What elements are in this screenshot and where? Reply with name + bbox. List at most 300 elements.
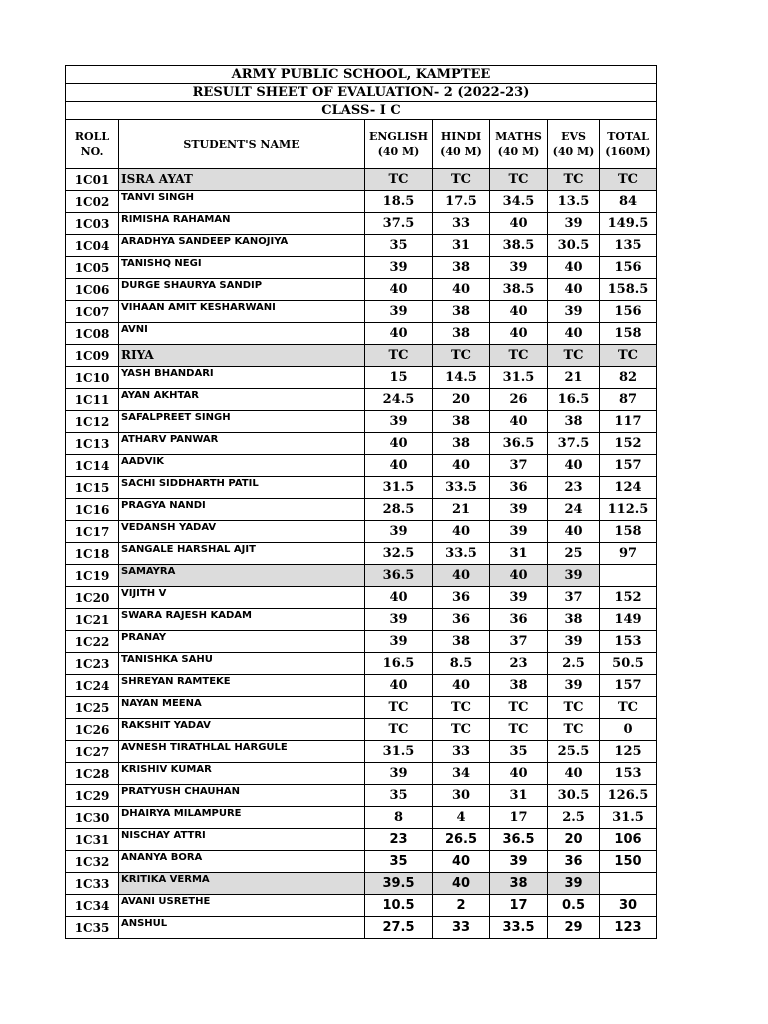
english-mark: 40 <box>365 279 433 301</box>
total-mark: 149 <box>600 609 657 631</box>
english-mark: 39 <box>365 521 433 543</box>
roll-number: 1C02 <box>66 191 119 213</box>
student-name: ARADHYA SANDEEP KANOJIYA <box>119 235 365 257</box>
student-name: TANVI SINGH <box>119 191 365 213</box>
evs-mark: 25.5 <box>548 741 600 763</box>
maths-mark: 38.5 <box>490 235 548 257</box>
english-mark: 40 <box>365 675 433 697</box>
student-name: NISCHAY ATTRI <box>119 829 365 851</box>
total-mark <box>600 873 657 895</box>
student-name: RIMISHA RAHAMAN <box>119 213 365 235</box>
total-mark: 124 <box>600 477 657 499</box>
evs-mark: TC <box>548 169 600 191</box>
roll-number: 1C07 <box>66 301 119 323</box>
roll-number: 1C12 <box>66 411 119 433</box>
roll-number: 1C16 <box>66 499 119 521</box>
total-mark: 149.5 <box>600 213 657 235</box>
hindi-mark: 40 <box>433 279 490 301</box>
student-name: KRISHIV KUMAR <box>119 763 365 785</box>
english-mark: 39 <box>365 609 433 631</box>
total-mark: 152 <box>600 587 657 609</box>
table-row <box>66 763 657 785</box>
hindi-header <box>433 120 490 169</box>
hindi-mark: 33 <box>433 213 490 235</box>
english-mark: 32.5 <box>365 543 433 565</box>
roll-number: 1C21 <box>66 609 119 631</box>
sheet-title: RESULT SHEET OF EVALUATION- 2 (2022-23) <box>66 84 657 102</box>
student-name-header: STUDENT'S NAME <box>119 120 365 169</box>
table-row <box>66 521 657 543</box>
roll-number: 1C13 <box>66 433 119 455</box>
hindi-mark: 40 <box>433 521 490 543</box>
evs-mark: 0.5 <box>548 895 600 917</box>
english-header-line2: (40 M) <box>377 145 420 158</box>
table-row <box>66 675 657 697</box>
evs-mark: 2.5 <box>548 807 600 829</box>
hindi-mark: 31 <box>433 235 490 257</box>
evs-mark: 38 <box>548 609 600 631</box>
hindi-header-line2: (40 M) <box>440 145 482 158</box>
maths-mark: 39 <box>490 587 548 609</box>
total-mark: 152 <box>600 433 657 455</box>
roll-number: 1C27 <box>66 741 119 763</box>
total-mark: TC <box>600 345 657 367</box>
maths-mark: 39 <box>490 257 548 279</box>
total-mark: 158 <box>600 521 657 543</box>
hindi-mark: 2 <box>433 895 490 917</box>
maths-mark: 40 <box>490 411 548 433</box>
table-row <box>66 609 657 631</box>
maths-mark: 40 <box>490 565 548 587</box>
table-row <box>66 323 657 345</box>
english-mark: 39.5 <box>365 873 433 895</box>
roll-number: 1C09 <box>66 345 119 367</box>
maths-mark: TC <box>490 345 548 367</box>
student-name: AVANI USRETHE <box>119 895 365 917</box>
english-mark: TC <box>365 719 433 741</box>
maths-mark: 26 <box>490 389 548 411</box>
evs-mark: 40 <box>548 323 600 345</box>
english-mark: 27.5 <box>365 917 433 939</box>
table-row <box>66 895 657 917</box>
table-row <box>66 741 657 763</box>
maths-mark: 38.5 <box>490 279 548 301</box>
table-row <box>66 301 657 323</box>
total-mark: 0 <box>600 719 657 741</box>
hindi-header-line1: HINDI <box>440 130 482 143</box>
hindi-mark: 40 <box>433 675 490 697</box>
total-mark: 31.5 <box>600 807 657 829</box>
roll-number: 1C05 <box>66 257 119 279</box>
hindi-mark: 40 <box>433 565 490 587</box>
student-name: AADVIK <box>119 455 365 477</box>
evs-mark: 30.5 <box>548 785 600 807</box>
table-row <box>66 169 657 191</box>
evs-mark: 24 <box>548 499 600 521</box>
total-mark: 135 <box>600 235 657 257</box>
evs-mark: 23 <box>548 477 600 499</box>
total-mark: 30 <box>600 895 657 917</box>
hindi-mark: TC <box>433 719 490 741</box>
evs-mark: 40 <box>548 521 600 543</box>
table-row <box>66 785 657 807</box>
roll-number: 1C33 <box>66 873 119 895</box>
english-mark: TC <box>365 345 433 367</box>
hindi-mark: 33.5 <box>433 543 490 565</box>
student-name: PRANAY <box>119 631 365 653</box>
total-mark: 112.5 <box>600 499 657 521</box>
table-row <box>66 697 657 719</box>
roll-number: 1C18 <box>66 543 119 565</box>
maths-mark: 40 <box>490 213 548 235</box>
table-row <box>66 213 657 235</box>
student-name: SAMAYRA <box>119 565 365 587</box>
student-name: RIYA <box>119 345 365 367</box>
evs-mark: 40 <box>548 257 600 279</box>
hindi-mark: 17.5 <box>433 191 490 213</box>
evs-mark: 40 <box>548 279 600 301</box>
roll-number: 1C17 <box>66 521 119 543</box>
evs-mark: TC <box>548 345 600 367</box>
roll-number: 1C15 <box>66 477 119 499</box>
student-name: AYAN AKHTAR <box>119 389 365 411</box>
hindi-mark: 38 <box>433 323 490 345</box>
table-row <box>66 455 657 477</box>
roll-number: 1C32 <box>66 851 119 873</box>
hindi-mark: 40 <box>433 455 490 477</box>
table-row <box>66 257 657 279</box>
student-name: SACHI SIDDHARTH PATIL <box>119 477 365 499</box>
english-mark: 23 <box>365 829 433 851</box>
hindi-mark: 38 <box>433 411 490 433</box>
roll-number: 1C11 <box>66 389 119 411</box>
hindi-mark: 36 <box>433 587 490 609</box>
roll-number: 1C30 <box>66 807 119 829</box>
roll-number: 1C10 <box>66 367 119 389</box>
maths-mark: 37 <box>490 631 548 653</box>
student-name: SANGALE HARSHAL AJIT <box>119 543 365 565</box>
total-mark: 157 <box>600 675 657 697</box>
maths-mark: 39 <box>490 521 548 543</box>
student-name: ISRA AYAT <box>119 169 365 191</box>
roll-number: 1C35 <box>66 917 119 939</box>
maths-mark: 31 <box>490 785 548 807</box>
english-mark: 15 <box>365 367 433 389</box>
total-header-line2: (160M) <box>605 145 651 158</box>
student-name: PRAGYA NANDI <box>119 499 365 521</box>
maths-mark: 36.5 <box>490 433 548 455</box>
evs-mark: 20 <box>548 829 600 851</box>
english-mark: 10.5 <box>365 895 433 917</box>
english-mark: 40 <box>365 455 433 477</box>
evs-mark: 40 <box>548 763 600 785</box>
table-row <box>66 873 657 895</box>
class-title: CLASS- I C <box>66 102 657 120</box>
table-row <box>66 719 657 741</box>
total-header <box>600 120 657 169</box>
evs-mark: 36 <box>548 851 600 873</box>
table-row <box>66 477 657 499</box>
student-name: VIHAAN AMIT KESHARWANI <box>119 301 365 323</box>
english-mark: 31.5 <box>365 741 433 763</box>
english-mark: 16.5 <box>365 653 433 675</box>
maths-mark: 40 <box>490 301 548 323</box>
evs-header-line2: (40 M) <box>552 145 595 158</box>
english-mark: 18.5 <box>365 191 433 213</box>
table-row <box>66 653 657 675</box>
evs-mark: 37.5 <box>548 433 600 455</box>
total-mark: 156 <box>600 301 657 323</box>
hindi-mark: 33 <box>433 741 490 763</box>
student-name: TANISHKA SAHU <box>119 653 365 675</box>
english-header-line1: ENGLISH <box>368 130 429 143</box>
english-header <box>365 120 433 169</box>
table-row <box>66 389 657 411</box>
table-row <box>66 565 657 587</box>
student-name: DURGE SHAURYA SANDIP <box>119 279 365 301</box>
maths-mark: 34.5 <box>490 191 548 213</box>
total-mark: 158.5 <box>600 279 657 301</box>
english-mark: 28.5 <box>365 499 433 521</box>
evs-mark: TC <box>548 697 600 719</box>
english-mark: 39 <box>365 301 433 323</box>
total-mark: 126.5 <box>600 785 657 807</box>
english-mark: 35 <box>365 785 433 807</box>
student-name: AVNI <box>119 323 365 345</box>
roll-number: 1C01 <box>66 169 119 191</box>
table-row <box>66 411 657 433</box>
total-mark: 97 <box>600 543 657 565</box>
maths-mark: TC <box>490 169 548 191</box>
english-mark: 37.5 <box>365 213 433 235</box>
maths-mark: 17 <box>490 895 548 917</box>
evs-header-line1: EVS <box>561 130 586 143</box>
maths-header <box>490 120 548 169</box>
total-header-line1: TOTAL <box>607 130 649 143</box>
maths-header-line2: (40 M) <box>497 145 540 158</box>
english-mark: 36.5 <box>365 565 433 587</box>
evs-mark: 29 <box>548 917 600 939</box>
maths-mark: 39 <box>490 851 548 873</box>
hindi-mark: 33.5 <box>433 477 490 499</box>
table-row <box>66 587 657 609</box>
roll-number: 1C34 <box>66 895 119 917</box>
hindi-mark: 38 <box>433 257 490 279</box>
student-name: RAKSHIT YADAV <box>119 719 365 741</box>
table-row <box>66 345 657 367</box>
maths-mark: 36.5 <box>490 829 548 851</box>
student-name: VEDANSH YADAV <box>119 521 365 543</box>
student-name: SHREYAN RAMTEKE <box>119 675 365 697</box>
english-mark: 35 <box>365 851 433 873</box>
maths-mark: 33.5 <box>490 917 548 939</box>
evs-mark: 39 <box>548 213 600 235</box>
table-row <box>66 807 657 829</box>
total-mark: 117 <box>600 411 657 433</box>
english-mark: 8 <box>365 807 433 829</box>
english-mark: 40 <box>365 587 433 609</box>
maths-mark: 36 <box>490 477 548 499</box>
roll-number: 1C28 <box>66 763 119 785</box>
evs-mark: 40 <box>548 455 600 477</box>
evs-mark: 39 <box>548 675 600 697</box>
student-name: SWARA RAJESH KADAM <box>119 609 365 631</box>
evs-mark: 37 <box>548 587 600 609</box>
hindi-mark: 21 <box>433 499 490 521</box>
student-name: ATHARV PANWAR <box>119 433 365 455</box>
roll-number: 1C23 <box>66 653 119 675</box>
evs-mark: 39 <box>548 873 600 895</box>
evs-mark: 39 <box>548 631 600 653</box>
evs-mark: 39 <box>548 301 600 323</box>
total-mark: TC <box>600 169 657 191</box>
evs-mark: 30.5 <box>548 235 600 257</box>
hindi-mark: 14.5 <box>433 367 490 389</box>
total-mark: 158 <box>600 323 657 345</box>
table-row <box>66 433 657 455</box>
hindi-mark: TC <box>433 345 490 367</box>
student-name: AVNESH TIRATHLAL HARGULE <box>119 741 365 763</box>
total-mark: 150 <box>600 851 657 873</box>
roll-number: 1C24 <box>66 675 119 697</box>
hindi-mark: 4 <box>433 807 490 829</box>
maths-mark: 17 <box>490 807 548 829</box>
maths-mark: 40 <box>490 323 548 345</box>
total-mark: 106 <box>600 829 657 851</box>
hindi-mark: TC <box>433 169 490 191</box>
hindi-mark: 8.5 <box>433 653 490 675</box>
english-mark: 31.5 <box>365 477 433 499</box>
total-mark: 125 <box>600 741 657 763</box>
evs-mark: 39 <box>548 565 600 587</box>
english-mark: 39 <box>365 631 433 653</box>
table-row <box>66 829 657 851</box>
student-name: VIJITH V <box>119 587 365 609</box>
table-row <box>66 543 657 565</box>
english-mark: TC <box>365 169 433 191</box>
student-name: NAYAN MEENA <box>119 697 365 719</box>
student-name: TANISHQ NEGI <box>119 257 365 279</box>
maths-mark: 35 <box>490 741 548 763</box>
maths-mark: 38 <box>490 873 548 895</box>
student-name: ANANYA BORA <box>119 851 365 873</box>
evs-mark: 25 <box>548 543 600 565</box>
maths-mark: 23 <box>490 653 548 675</box>
total-mark: 123 <box>600 917 657 939</box>
total-mark: 87 <box>600 389 657 411</box>
roll-number: 1C03 <box>66 213 119 235</box>
maths-mark: 31 <box>490 543 548 565</box>
hindi-mark: 40 <box>433 873 490 895</box>
roll-header-line2: NO. <box>80 145 104 158</box>
total-mark: 50.5 <box>600 653 657 675</box>
hindi-mark: 34 <box>433 763 490 785</box>
roll-number: 1C29 <box>66 785 119 807</box>
roll-number: 1C26 <box>66 719 119 741</box>
evs-mark: 2.5 <box>548 653 600 675</box>
student-name: KRITIKA VERMA <box>119 873 365 895</box>
hindi-mark: 33 <box>433 917 490 939</box>
table-row <box>66 851 657 873</box>
roll-no-header <box>66 120 119 169</box>
hindi-mark: TC <box>433 697 490 719</box>
evs-mark: 13.5 <box>548 191 600 213</box>
english-mark: 39 <box>365 411 433 433</box>
table-row <box>66 631 657 653</box>
english-mark: TC <box>365 697 433 719</box>
student-name: YASH BHANDARI <box>119 367 365 389</box>
student-name: ANSHUL <box>119 917 365 939</box>
total-mark: 156 <box>600 257 657 279</box>
roll-number: 1C20 <box>66 587 119 609</box>
maths-mark: TC <box>490 719 548 741</box>
table-row <box>66 191 657 213</box>
english-mark: 24.5 <box>365 389 433 411</box>
total-mark: TC <box>600 697 657 719</box>
school-title: ARMY PUBLIC SCHOOL, KAMPTEE <box>66 66 657 84</box>
maths-mark: 31.5 <box>490 367 548 389</box>
evs-mark: 21 <box>548 367 600 389</box>
result-sheet-table <box>65 65 657 939</box>
hindi-mark: 26.5 <box>433 829 490 851</box>
maths-header-line1: MATHS <box>495 130 542 143</box>
table-row <box>66 499 657 521</box>
hindi-mark: 36 <box>433 609 490 631</box>
english-mark: 40 <box>365 433 433 455</box>
total-mark: 157 <box>600 455 657 477</box>
student-name: DHAIRYA MILAMPURE <box>119 807 365 829</box>
table-row <box>66 917 657 939</box>
hindi-mark: 40 <box>433 851 490 873</box>
total-mark: 84 <box>600 191 657 213</box>
evs-mark: 38 <box>548 411 600 433</box>
hindi-mark: 38 <box>433 631 490 653</box>
english-mark: 35 <box>365 235 433 257</box>
total-mark: 82 <box>600 367 657 389</box>
maths-mark: 40 <box>490 763 548 785</box>
column-header-row <box>66 120 657 169</box>
roll-header-line1: ROLL <box>74 130 110 143</box>
table-row <box>66 235 657 257</box>
roll-number: 1C08 <box>66 323 119 345</box>
roll-number: 1C31 <box>66 829 119 851</box>
total-mark <box>600 565 657 587</box>
hindi-mark: 38 <box>433 433 490 455</box>
student-name: PRATYUSH CHAUHAN <box>119 785 365 807</box>
hindi-mark: 38 <box>433 301 490 323</box>
roll-number: 1C14 <box>66 455 119 477</box>
evs-header <box>548 120 600 169</box>
english-mark: 40 <box>365 323 433 345</box>
table-row <box>66 279 657 301</box>
hindi-mark: 20 <box>433 389 490 411</box>
roll-number: 1C25 <box>66 697 119 719</box>
hindi-mark: 30 <box>433 785 490 807</box>
table-row <box>66 367 657 389</box>
total-mark: 153 <box>600 631 657 653</box>
roll-number: 1C22 <box>66 631 119 653</box>
roll-number: 1C06 <box>66 279 119 301</box>
english-mark: 39 <box>365 763 433 785</box>
maths-mark: 38 <box>490 675 548 697</box>
total-mark: 153 <box>600 763 657 785</box>
evs-mark: 16.5 <box>548 389 600 411</box>
maths-mark: 39 <box>490 499 548 521</box>
roll-number: 1C04 <box>66 235 119 257</box>
student-name: SAFALPREET SINGH <box>119 411 365 433</box>
maths-mark: TC <box>490 697 548 719</box>
evs-mark: TC <box>548 719 600 741</box>
